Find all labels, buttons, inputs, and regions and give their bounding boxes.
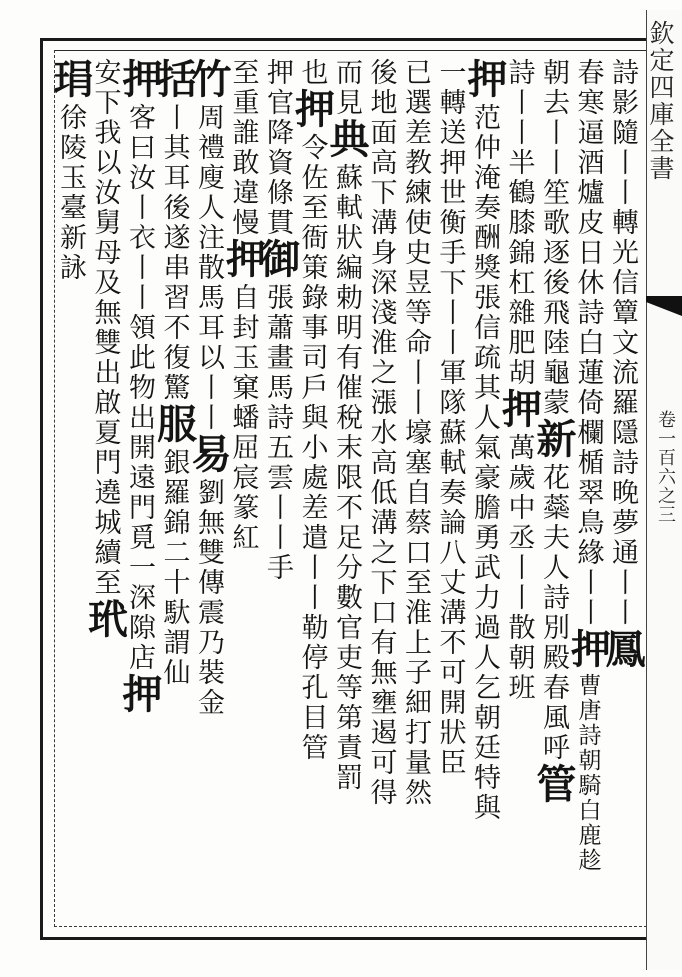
text-segment: 周禮廋人注散馬耳以丨丨	[193, 103, 224, 433]
text-segment: 詩丨丨半鶴膝錦杠雜肥胡	[503, 58, 535, 388]
headword: 管	[530, 763, 577, 808]
text-column	[47, 58, 94, 928]
headword: 押	[461, 58, 508, 103]
headword: 押	[219, 238, 267, 283]
text-segment: 自封玉窠蟠屈宸篆紅	[227, 283, 259, 553]
headword: 新	[530, 418, 577, 463]
fold-volume-label: 卷一百六之三	[655, 410, 676, 524]
text-segment: 丨其耳後遂串習不復驚	[158, 103, 190, 403]
text-segment: 已選差教練使史昱等命丨丨壕塞自蔡口至淮上子細打量然	[400, 58, 431, 808]
text-column	[185, 58, 232, 928]
headword: 押	[564, 628, 612, 673]
headword: 竹	[185, 58, 232, 103]
text-segment: 詩影隨丨丨轉光信簟文流羅隱詩晚夢通丨丨	[607, 58, 638, 628]
text-segment: 令佐至衙䇿錄事司戶與小處差遣丨丨勒停孔目管	[296, 133, 328, 763]
text-column	[116, 58, 163, 928]
text-segment: 銀羅錦二十馱謂仙	[158, 448, 190, 688]
headword: 押	[116, 673, 163, 718]
text-column	[150, 58, 198, 928]
text-column	[254, 58, 301, 928]
headword: 御	[254, 238, 301, 283]
text-segment: 一轉送押世衡手下丨丨軍隊蘇軾奏論八丈溝不可開狀臣	[434, 58, 466, 778]
text-segment: 花蘂夫人詩別殿春風呼	[538, 463, 569, 763]
text-segment: 春寒逼酒爐皮日休詩白蓮倚欄楯翠鳥緣丨丨	[572, 58, 604, 628]
headword: 鳳	[599, 628, 646, 673]
text-column	[564, 58, 612, 928]
text-column	[401, 58, 436, 928]
text-column	[323, 58, 370, 928]
headword: 括	[150, 58, 198, 103]
text-column	[530, 58, 577, 928]
headword: 押	[288, 88, 336, 133]
text-segment: 後地面高下溝身深淺淮之漲水高低溝之下口有無壅遏可得	[365, 58, 397, 808]
text-segment: 徐陵玉臺新詠	[55, 103, 86, 283]
text-column	[461, 58, 508, 928]
text-column	[599, 58, 646, 928]
text-segment: 押官降資條貫	[262, 58, 293, 238]
text-segment: 范仲淹奏酬獎張信疏其人氣豪膽勇武力過人乞朝廷特與	[469, 103, 500, 823]
text-segment: 朝去丨丨笙歌逐後飛陸龜蒙	[538, 58, 569, 418]
text-column	[219, 58, 267, 928]
headword: 服	[150, 403, 198, 448]
text-column	[81, 58, 129, 928]
text-column	[495, 58, 543, 928]
text-segment: 蘇軾狀編勅明有催稅末限不足分數官吏等第責罰	[331, 163, 362, 793]
text-segment: 也	[296, 58, 328, 88]
text-column	[288, 58, 336, 928]
text-segment: 張蕭畫馬詩五雲丨丨手	[262, 283, 293, 583]
text-segment: 安下我以汝舅母及無雙出啟夏門遶城續至	[89, 58, 121, 598]
fold-book-title: 欽定四庫全書	[646, 20, 675, 182]
headword: 易	[185, 433, 232, 478]
headword: 琄	[47, 58, 94, 103]
text-segment: 劉無雙傳震乃裝金	[193, 478, 224, 718]
headword: 押	[116, 58, 163, 103]
text-segment: 曹唐詩朝騎白鹿趁	[574, 673, 601, 873]
headword: 押	[495, 388, 543, 433]
text-segment: 客曰汝丨衣丨丨領此物出開遠門覓一深隙店	[124, 103, 155, 673]
headword: 玳	[81, 598, 129, 643]
text-segment: 而見	[331, 58, 362, 118]
text-segment: 萬歲中丞丨丨散朝班	[503, 433, 535, 703]
text-column	[366, 58, 401, 928]
text-segment: 至重誰敢違慢	[227, 58, 259, 238]
text-column	[435, 58, 470, 928]
headword: 典	[323, 118, 370, 163]
